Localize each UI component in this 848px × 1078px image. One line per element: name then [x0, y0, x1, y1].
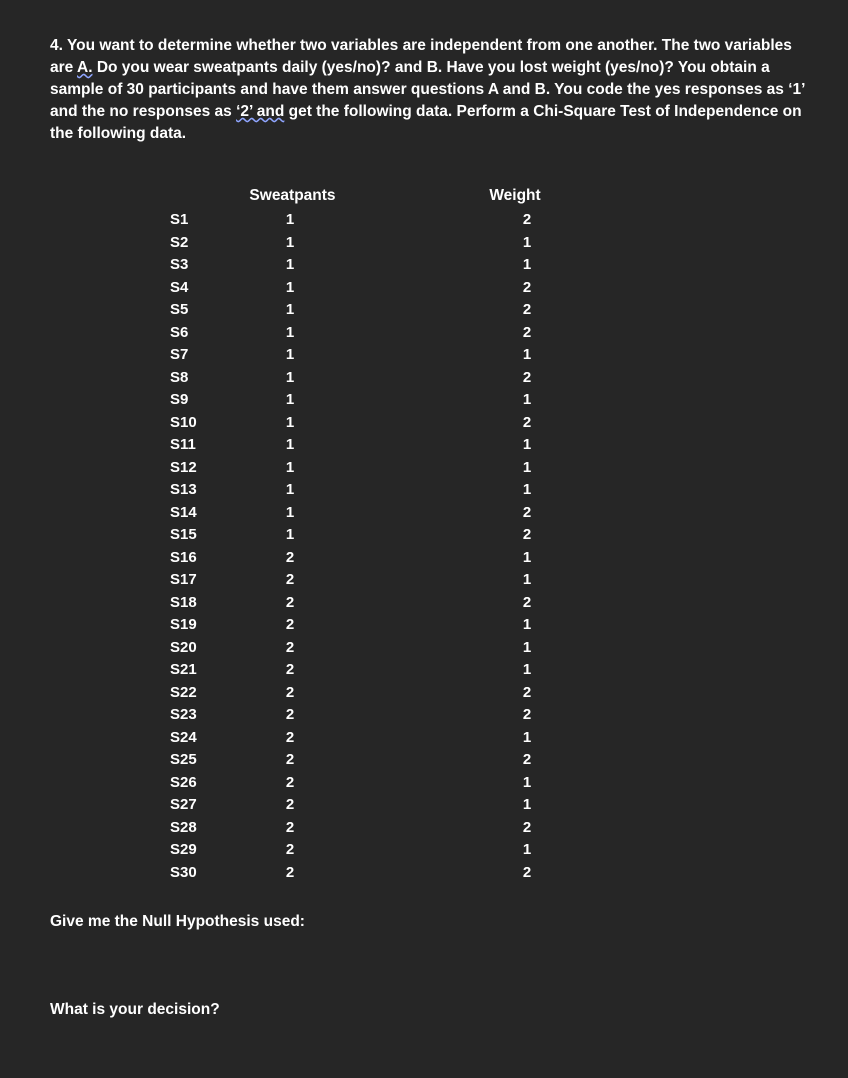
- question-line-5: the following data.: [50, 125, 187, 142]
- sweatpants-value: 1: [285, 233, 295, 251]
- weight-column-header: Weight: [489, 187, 541, 204]
- subject-id: S9: [170, 391, 189, 408]
- sweatpants-value: 1: [285, 368, 295, 386]
- subject-id: S25: [170, 751, 197, 768]
- weight-value: 1: [522, 638, 532, 656]
- subject-id: S20: [170, 638, 197, 656]
- sweatpants-value: 2: [285, 706, 295, 723]
- weight-value: 1: [522, 661, 532, 678]
- subject-id: S12: [170, 458, 197, 476]
- weight-value: 2: [522, 301, 532, 318]
- weight-value: 1: [522, 391, 532, 408]
- table-row: [0, 659, 848, 682]
- subject-id: S15: [170, 526, 197, 543]
- sweatpants-value: 2: [285, 638, 295, 656]
- subject-id: S21: [170, 661, 197, 678]
- table-row: [0, 322, 848, 345]
- table-row: [0, 637, 848, 660]
- weight-value: 2: [522, 503, 532, 521]
- weight-value: 1: [522, 548, 532, 566]
- table-row: [0, 412, 848, 435]
- table-row: [0, 254, 848, 277]
- spellcheck-flag-a: A.: [77, 59, 93, 76]
- weight-value: 1: [522, 346, 532, 363]
- table-row: [0, 232, 848, 255]
- sweatpants-value: 1: [285, 391, 295, 408]
- subject-id: S24: [170, 728, 197, 746]
- weight-value: 2: [522, 863, 532, 881]
- weight-value: 2: [522, 751, 532, 768]
- subject-id: S13: [170, 481, 197, 498]
- table-row: [0, 299, 848, 322]
- weight-value: 1: [522, 571, 532, 588]
- subject-id: S28: [170, 818, 197, 836]
- table-row: [0, 682, 848, 705]
- sweatpants-value: 1: [285, 301, 295, 318]
- weight-value: 2: [522, 706, 532, 723]
- subject-id: S29: [170, 841, 197, 858]
- table-row: [0, 524, 848, 547]
- subject-id: S4: [170, 278, 189, 296]
- subject-id: S16: [170, 548, 197, 566]
- subject-id: S6: [170, 323, 189, 341]
- weight-value: 2: [522, 368, 532, 386]
- weight-value: 1: [522, 233, 532, 251]
- weight-value: 1: [522, 436, 532, 453]
- sweatpants-value: 2: [285, 548, 295, 566]
- subject-id: S27: [170, 796, 197, 813]
- weight-value: 1: [522, 256, 532, 273]
- table-row: [0, 502, 848, 525]
- weight-value: 1: [522, 458, 532, 476]
- weight-value: 1: [522, 773, 532, 791]
- subject-id: S8: [170, 368, 189, 386]
- table-row: [0, 749, 848, 772]
- table-row: [0, 794, 848, 817]
- weight-value: 1: [522, 728, 532, 746]
- weight-value: 1: [522, 796, 532, 813]
- weight-value: 1: [522, 481, 532, 498]
- question-line-4b: get the following data. Perform a Chi-Square Test of Independence on: [284, 103, 802, 120]
- weight-value: 2: [522, 323, 532, 341]
- subject-id: S18: [170, 593, 197, 611]
- sweatpants-value: 1: [285, 458, 295, 476]
- table-row: [0, 277, 848, 300]
- sweatpants-column-header: Sweatpants: [249, 187, 336, 204]
- subject-id: S23: [170, 706, 197, 723]
- table-row: [0, 727, 848, 750]
- question-line-2b: Do you wear sweatpants daily (yes/no)? and B. Have you lost weight (yes/no)? You obtain a: [92, 59, 770, 76]
- table-row: [0, 569, 848, 592]
- weight-value: 2: [522, 683, 532, 701]
- table-row: [0, 862, 848, 885]
- weight-value: 2: [522, 526, 532, 543]
- table-row: [0, 344, 848, 367]
- question-line-4a: and the no responses as: [50, 103, 237, 120]
- table-row: [0, 592, 848, 615]
- subject-id: S3: [170, 256, 189, 273]
- data-table: [0, 209, 848, 884]
- sweatpants-value: 1: [285, 278, 295, 296]
- table-row: [0, 547, 848, 570]
- sweatpants-value: 2: [285, 818, 295, 836]
- subject-id: S26: [170, 773, 197, 791]
- sweatpants-value: 2: [285, 773, 295, 791]
- sweatpants-value: 2: [285, 728, 295, 746]
- sweatpants-value: 1: [285, 211, 295, 228]
- question-line-1: 4. You want to determine whether two variables are independent from one another. The two variables: [50, 37, 792, 54]
- subject-id: S22: [170, 683, 197, 701]
- weight-value: 1: [522, 841, 532, 858]
- sweatpants-value: 2: [285, 796, 295, 813]
- sweatpants-value: 1: [285, 436, 295, 453]
- table-row: [0, 389, 848, 412]
- sweatpants-value: 1: [285, 481, 295, 498]
- table-row: [0, 209, 848, 232]
- weight-value: 2: [522, 211, 532, 228]
- question-text: [50, 35, 820, 145]
- sweatpants-value: 1: [285, 526, 295, 543]
- question-line-3: sample of 30 participants and have them answer questions A and B. You code the yes responses as ‘1’: [50, 81, 806, 98]
- sweatpants-value: 1: [285, 346, 295, 363]
- subject-id: S11: [170, 436, 196, 453]
- sweatpants-value: 1: [285, 323, 295, 341]
- null-hypothesis-prompt: Give me the Null Hypothesis used:: [50, 913, 305, 930]
- weight-value: 1: [522, 616, 532, 633]
- sweatpants-value: 2: [285, 616, 295, 633]
- subject-id: S7: [170, 346, 189, 363]
- sweatpants-value: 2: [285, 593, 295, 611]
- subject-id: S2: [170, 233, 189, 251]
- table-row: [0, 817, 848, 840]
- table-row: [0, 839, 848, 862]
- subject-id: S1: [170, 211, 189, 228]
- subject-id: S14: [170, 503, 197, 521]
- table-row: [0, 614, 848, 637]
- subject-id: S5: [170, 301, 189, 318]
- sweatpants-value: 2: [285, 841, 295, 858]
- sweatpants-value: 1: [285, 256, 295, 273]
- sweatpants-value: 2: [285, 571, 295, 588]
- sweatpants-value: 1: [285, 413, 295, 431]
- table-row: [0, 434, 848, 457]
- sweatpants-value: 2: [285, 751, 295, 768]
- spellcheck-flag-and: ‘2’ and: [236, 103, 285, 120]
- subject-id: S10: [170, 413, 197, 431]
- sweatpants-value: 2: [285, 863, 295, 881]
- weight-value: 2: [522, 278, 532, 296]
- table-row: [0, 367, 848, 390]
- table-row: [0, 772, 848, 795]
- weight-value: 2: [522, 413, 532, 431]
- question-line-2a: are: [50, 59, 78, 76]
- table-row: [0, 479, 848, 502]
- table-row: [0, 457, 848, 480]
- decision-prompt: What is your decision?: [50, 1001, 220, 1018]
- weight-value: 2: [522, 818, 532, 836]
- weight-value: 2: [522, 593, 532, 611]
- subject-id: S30: [170, 863, 197, 881]
- sweatpants-value: 2: [285, 683, 295, 701]
- table-row: [0, 704, 848, 727]
- sweatpants-value: 1: [285, 503, 295, 521]
- sweatpants-value: 2: [285, 661, 295, 678]
- subject-id: S19: [170, 616, 197, 633]
- subject-id: S17: [170, 571, 197, 588]
